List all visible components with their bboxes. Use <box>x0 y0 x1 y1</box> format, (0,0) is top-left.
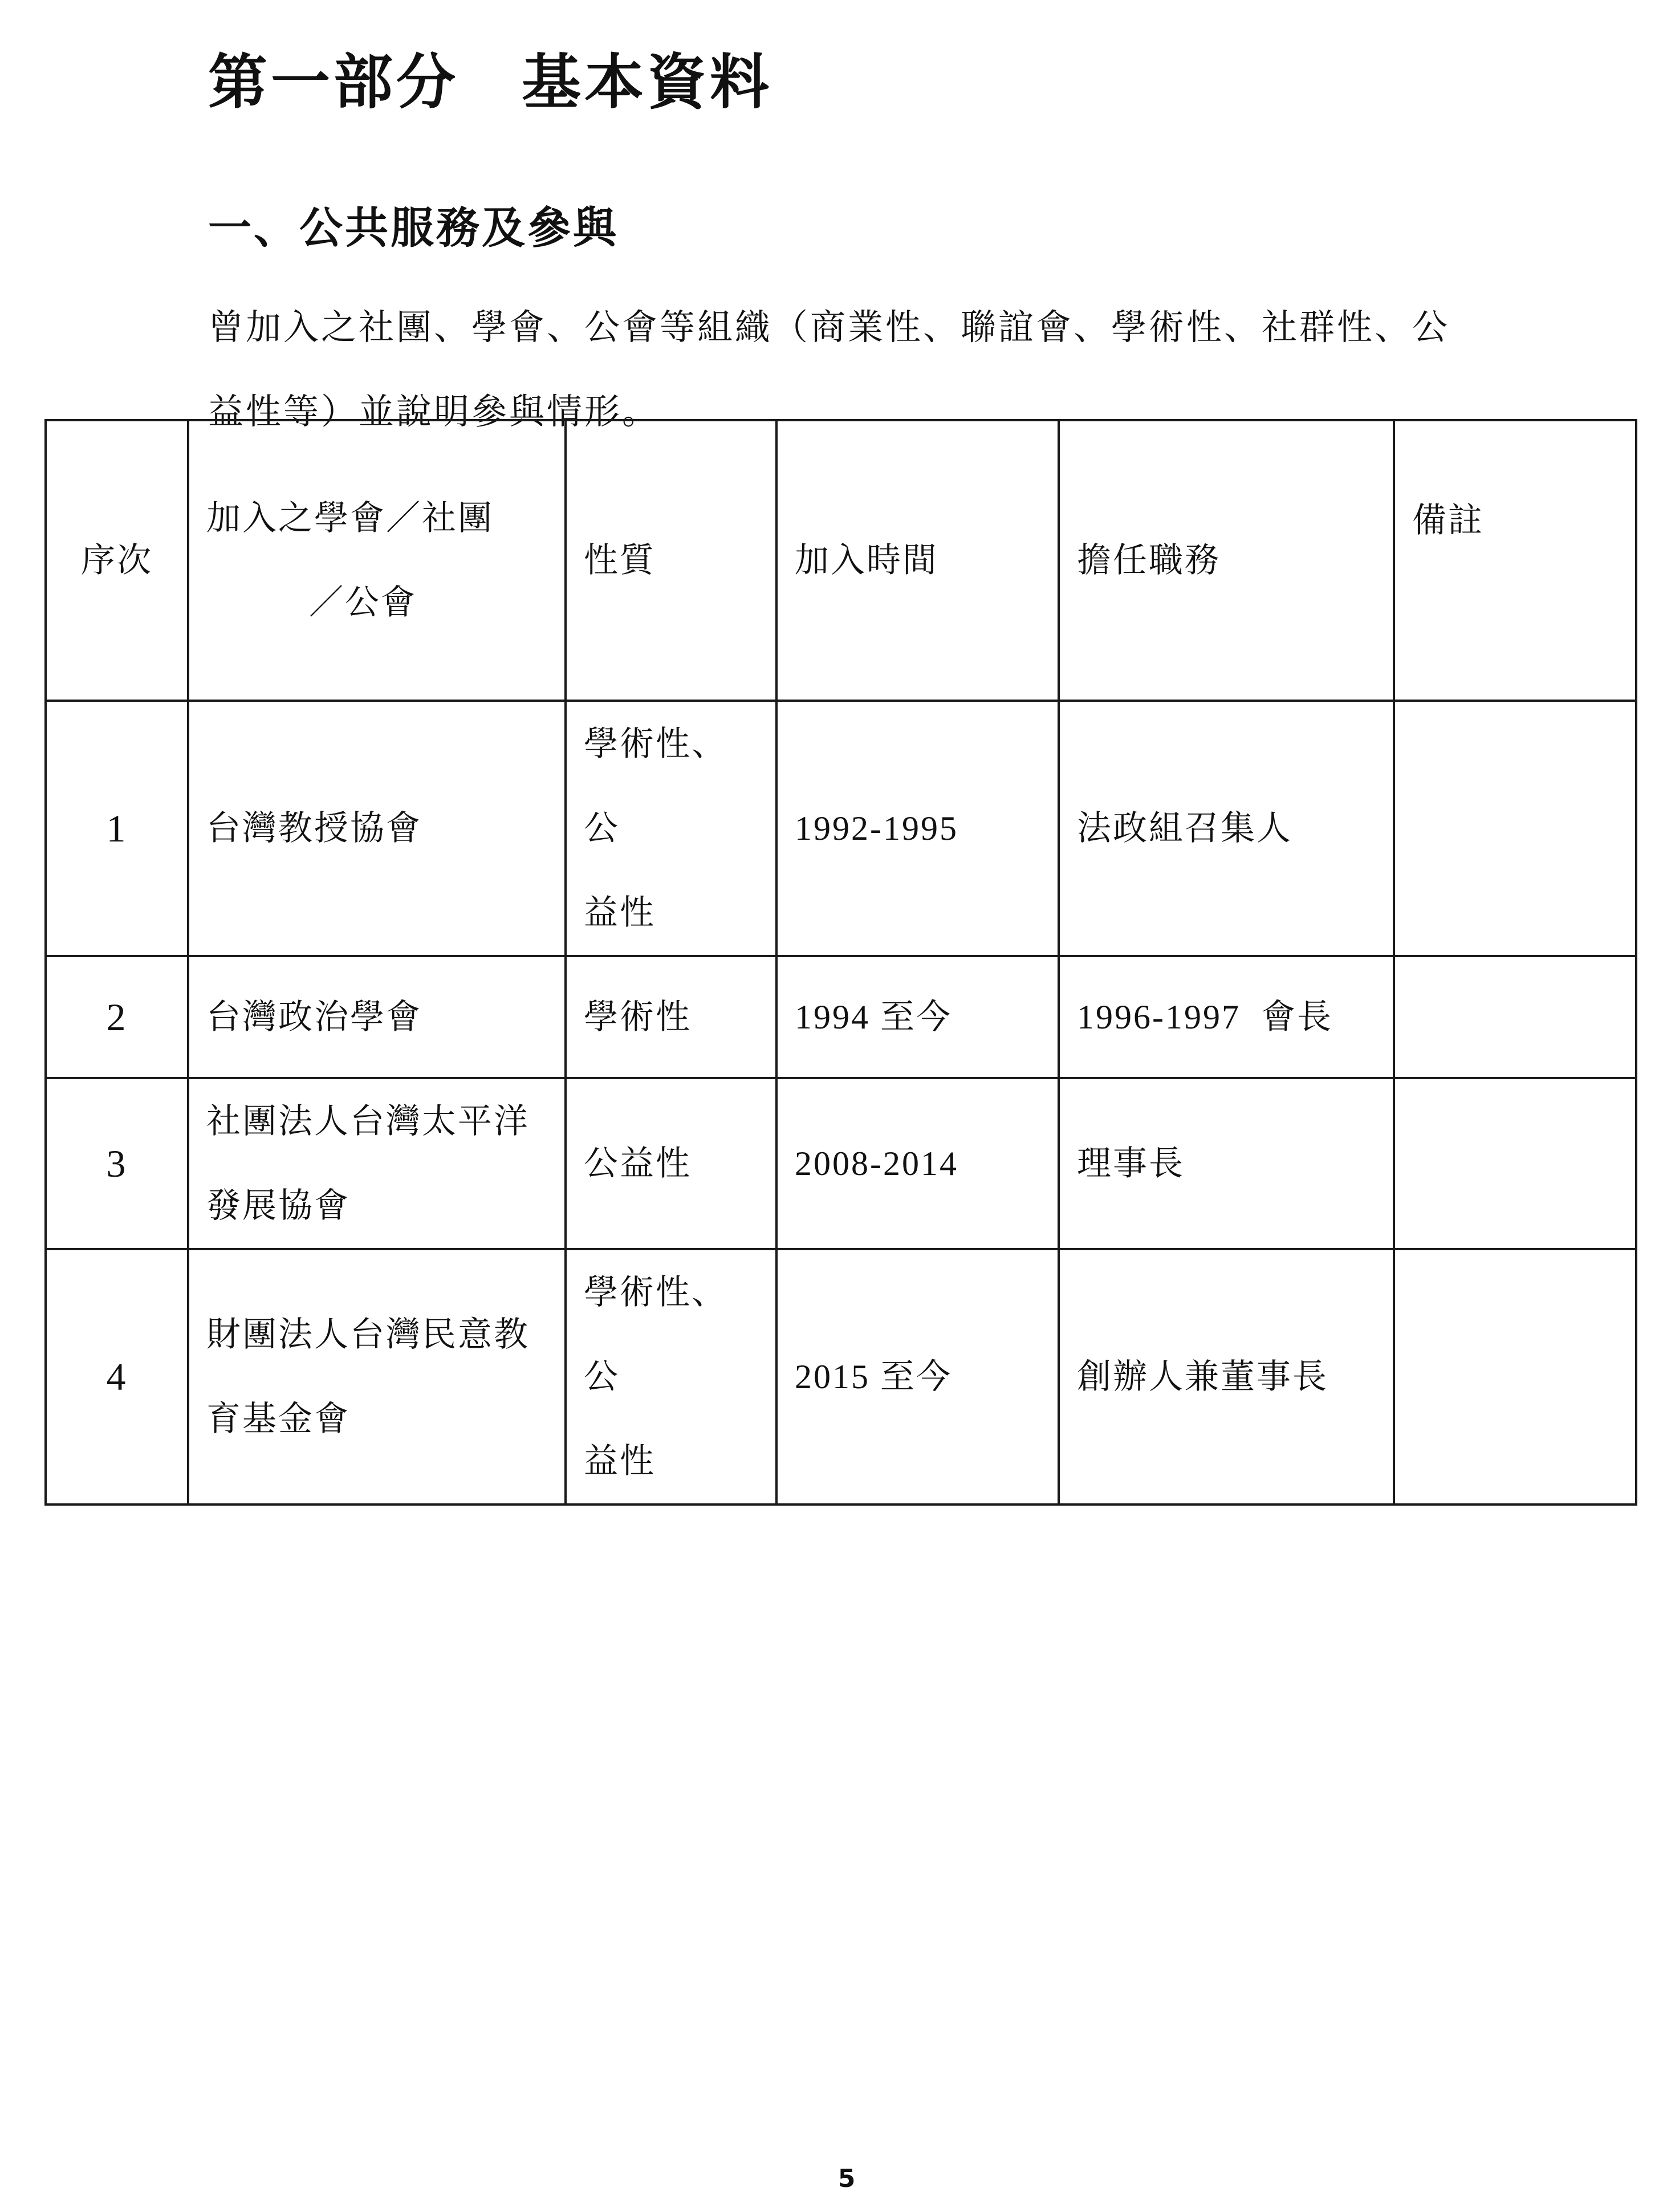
cell-org-line: 財團法人台灣民意教 <box>206 1315 530 1355</box>
header-seq-label: 序次 <box>81 540 153 580</box>
header-seq <box>46 420 188 701</box>
table-row <box>46 1078 1636 1249</box>
table-row <box>46 1249 1636 1505</box>
cell-note <box>1394 1249 1636 1505</box>
table-row <box>46 701 1636 956</box>
cell-org <box>188 1078 566 1249</box>
cell-joined: 2015 至今 <box>776 1249 1059 1505</box>
cell-nature <box>566 701 776 956</box>
cell-seq: 2 <box>46 956 188 1078</box>
cell-org-line: 社團法人台灣太平洋 <box>206 1101 530 1141</box>
cell-nature-line: 益性 <box>584 893 656 933</box>
table-header-row <box>46 420 1636 701</box>
cell-org <box>188 1249 566 1505</box>
cell-joined: 2008-2014 <box>776 1078 1059 1249</box>
cell-nature <box>566 1249 776 1505</box>
header-note-label: 備註 <box>1412 501 1484 540</box>
header-joined <box>776 420 1059 701</box>
cell-role: 1996-1997 會長 <box>1059 956 1394 1078</box>
header-role <box>1059 420 1394 701</box>
cell-seq: 3 <box>46 1078 188 1249</box>
cell-org-line: 育基金會 <box>206 1399 350 1439</box>
cell-nature-line: 公益性 <box>584 1144 692 1184</box>
intro-line: 益性等）並說明參與情形。 <box>208 391 660 432</box>
cell-nature-line: 學術性、公 <box>584 724 727 848</box>
cell-role: 法政組召集人 <box>1059 701 1394 956</box>
section-heading: 一、公共服務及參與 <box>208 202 619 253</box>
cell-nature <box>566 1078 776 1249</box>
cell-note <box>1394 701 1636 956</box>
cell-nature-line: 學術性 <box>584 997 692 1037</box>
page-title: 第一部分 基本資料 <box>208 47 773 117</box>
header-note <box>1394 420 1636 701</box>
cell-note <box>1394 1078 1636 1249</box>
cell-note <box>1394 956 1636 1078</box>
header-joined-label: 加入時間 <box>795 540 938 580</box>
intro-line: 曾加入之社團、學會、公會等組織（商業性、聯誼會、學術性、社群性、公 <box>208 306 1450 348</box>
cell-org-line: 發展協會 <box>206 1186 350 1226</box>
header-org-line2: ／公會 <box>309 583 417 623</box>
header-nature-label: 性質 <box>584 540 656 580</box>
header-nature <box>566 420 776 701</box>
cell-org-line: 台灣政治學會 <box>206 997 422 1037</box>
organizations-table <box>44 419 1637 1506</box>
cell-joined: 1994 至今 <box>776 956 1059 1078</box>
table-row <box>46 956 1636 1078</box>
page-number: 5 <box>837 2164 856 2193</box>
header-org-line1: 加入之學會／社團 <box>206 498 494 538</box>
header-org <box>188 420 566 701</box>
cell-org <box>188 701 566 956</box>
cell-seq: 1 <box>46 701 188 956</box>
cell-role: 創辦人兼董事長 <box>1059 1249 1394 1505</box>
cell-role: 理事長 <box>1059 1078 1394 1249</box>
cell-org-line: 台灣教授協會 <box>206 808 422 848</box>
cell-org <box>188 956 566 1078</box>
cell-joined: 1992-1995 <box>776 701 1059 956</box>
cell-nature-line: 益性 <box>584 1441 656 1481</box>
cell-nature-line: 學術性、公 <box>584 1272 727 1397</box>
cell-seq: 4 <box>46 1249 188 1505</box>
cell-nature <box>566 956 776 1078</box>
header-role-label: 擔任職務 <box>1077 540 1221 580</box>
